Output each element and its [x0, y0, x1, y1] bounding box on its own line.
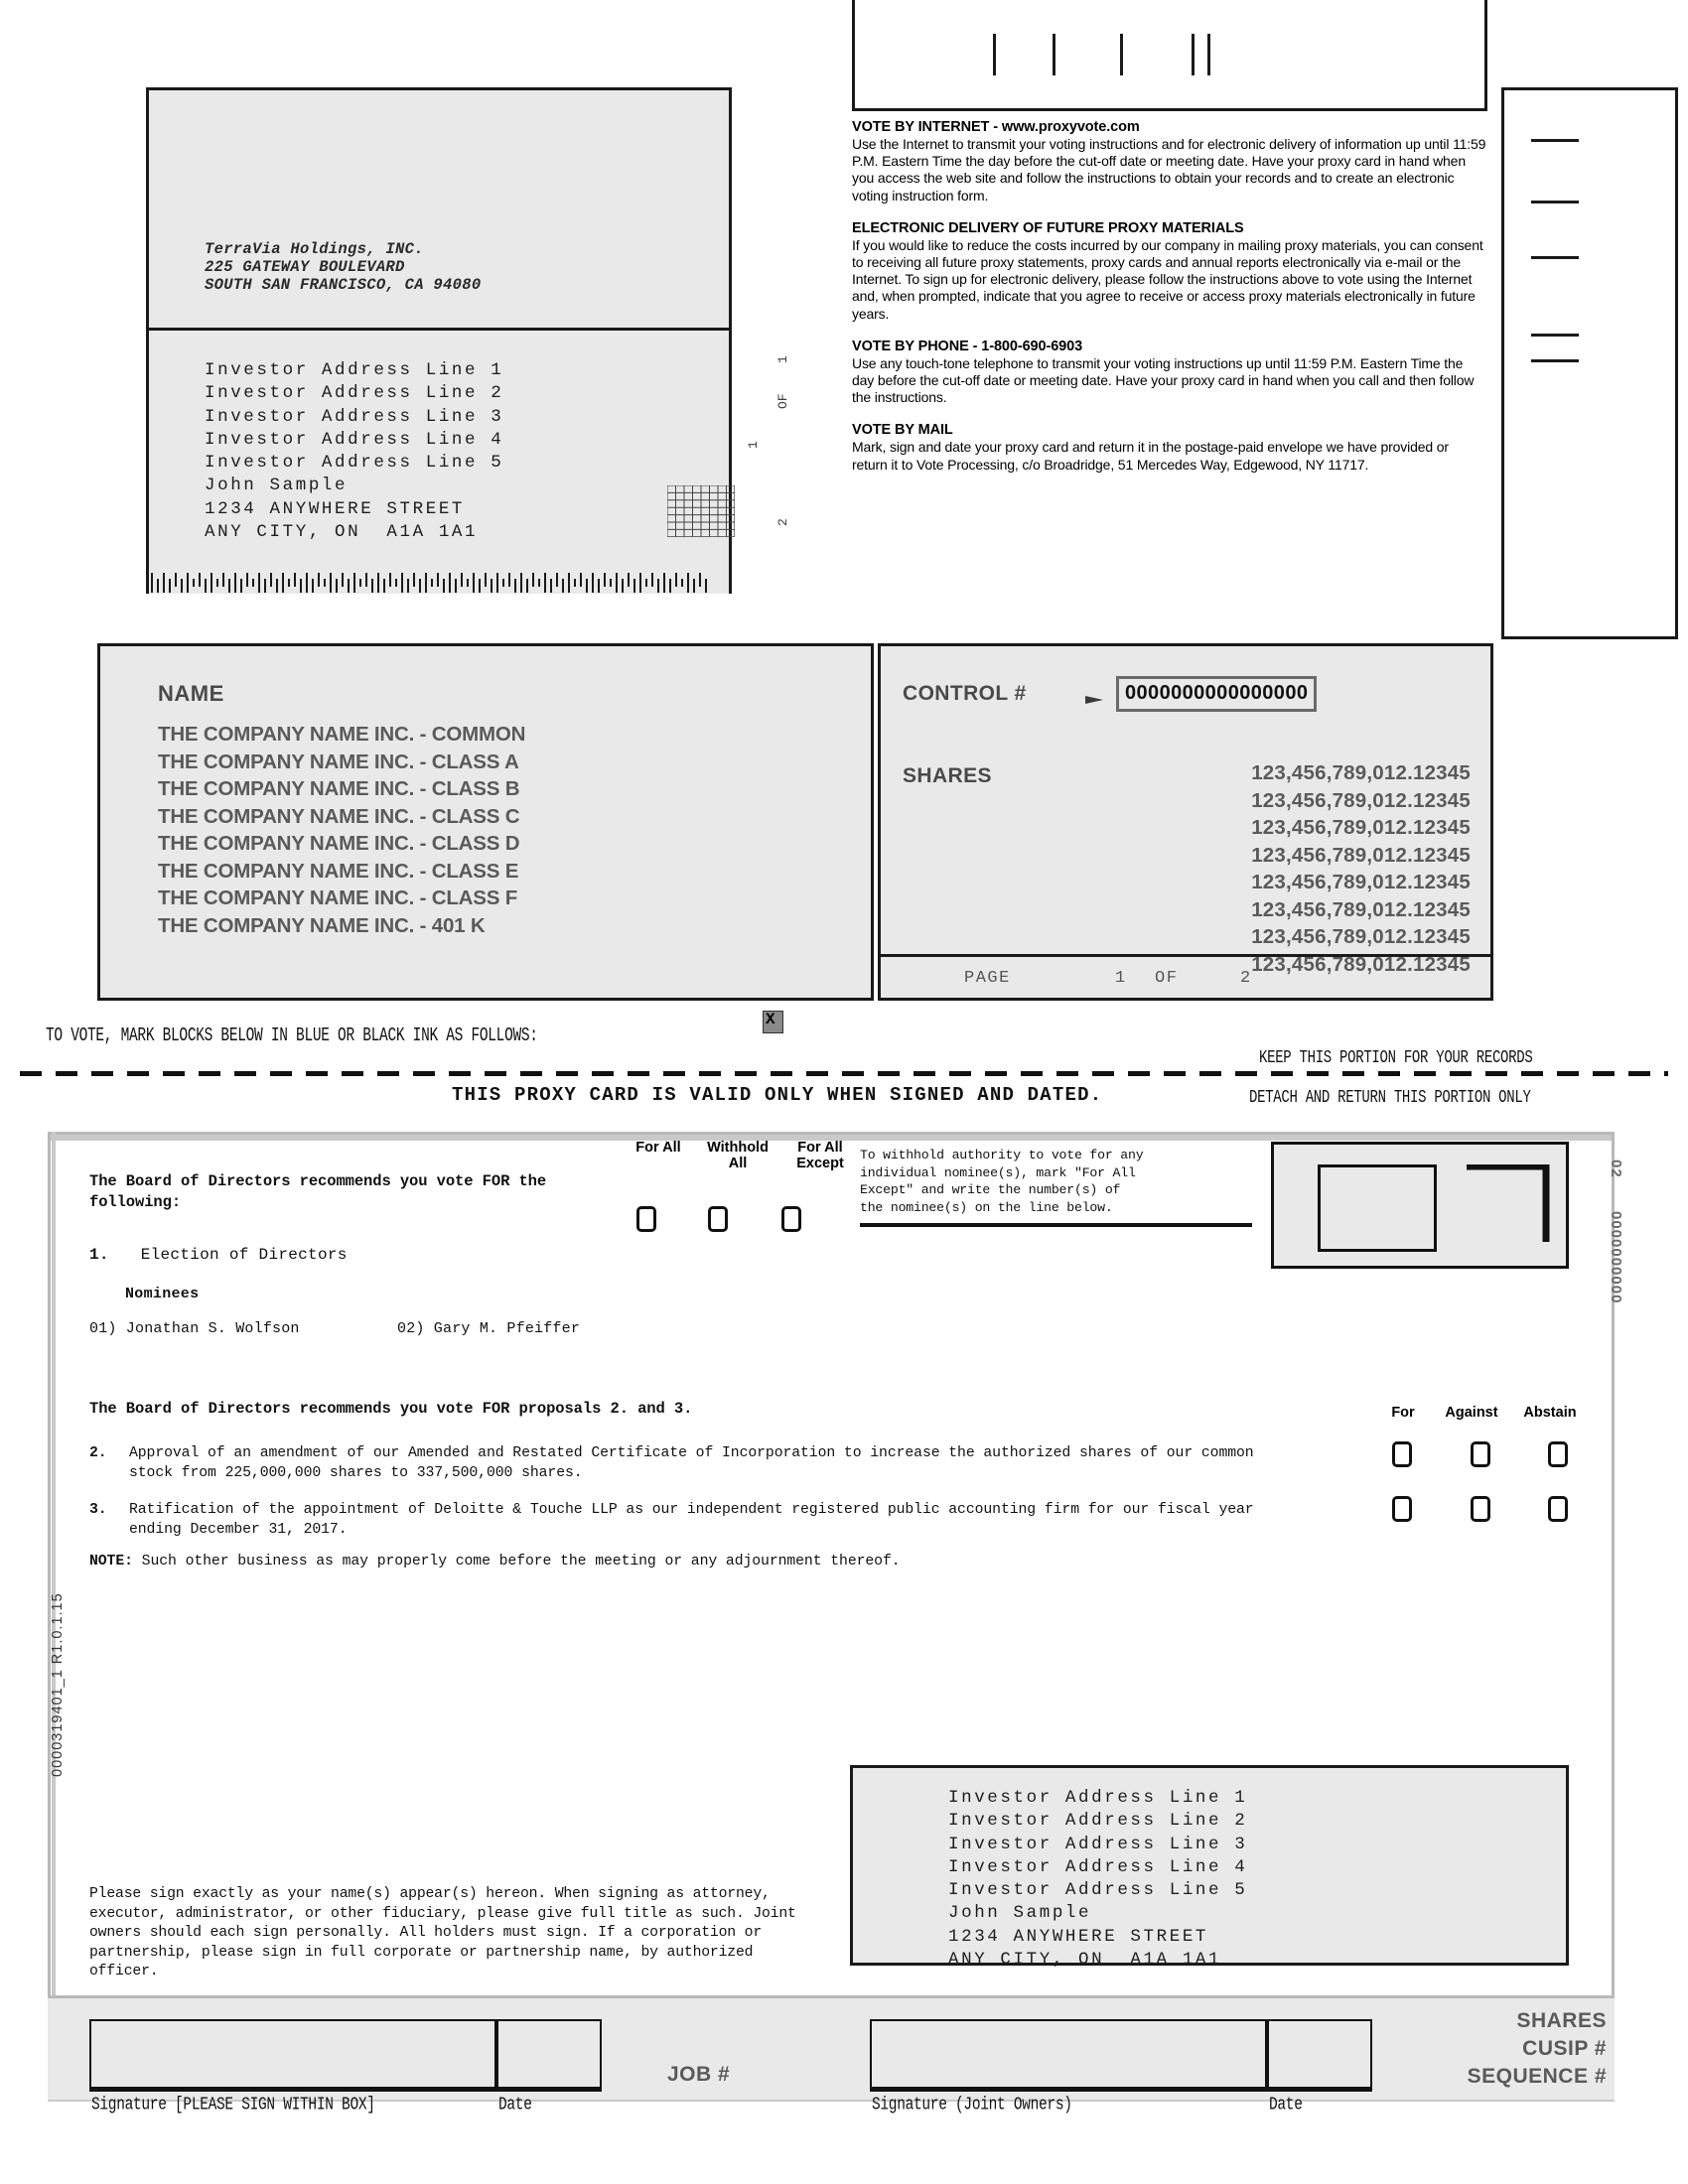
sheet-mark: 2: [775, 518, 790, 526]
signature-instruction-text: Please sign exactly as your name(s) appear(s) hereon. When signing as attorney, executor, administrator, or other fiduciary, please give full title as such. Joint owners should each sign personally. All holders must sign. If a corporation or partnership, please sign in full corporate or partnership name, by authorized officer.: [89, 1886, 796, 1980]
mark-sample-box: [763, 1011, 783, 1033]
investor-address-line: John Sample: [205, 476, 349, 496]
sheet-mark: 1: [746, 441, 761, 449]
proposal-3-text: Ratification of the appointment of Deloitte & Touche LLP as our independent registered public accounting firm for our fiscal year ending December 31, 2017.: [129, 1502, 1254, 1538]
nominee-list: [89, 1320, 784, 1337]
form-code-text: 0000319401_1 R1.0.1.15: [50, 1592, 66, 1777]
investor-address-line: Investor Address Line 2: [205, 383, 504, 404]
instruction-heading-internet: VOTE BY INTERNET - www.proxyvote.com: [852, 119, 1140, 135]
corner-hook-icon: [1463, 1164, 1550, 1244]
signature-field-joint[interactable]: [870, 2019, 1267, 2092]
signature-field-primary[interactable]: [89, 2019, 496, 2092]
checkbox-proposal-3-for[interactable]: [1392, 1496, 1412, 1522]
holding-name-row: THE COMPANY NAME INC. - CLASS A: [158, 750, 519, 773]
card-address-line: Investor Address Line 1: [948, 1788, 1248, 1808]
column-header-against: Against: [1445, 1405, 1498, 1421]
sheet-mark: 1: [775, 355, 790, 363]
other-business-note: [89, 1554, 1231, 1570]
holding-name-row: THE COMPANY NAME INC. - CLASS D: [158, 832, 520, 855]
investor-address-line: ANY CITY, ON A1A 1A1: [205, 522, 479, 543]
instruction-body-edelivery: If you would like to reduce the costs incurred by our company in mailing proxy materials, you can consent to receiving all future proxy statements, proxy cards and annual reports electronically via e-mail or the Internet. To sign up for electronic delivery, please follow the instructions above to vote using the Internet and, when prompted, indicate that you agree to receive or access proxy materials electronically in future years.: [852, 236, 1483, 322]
card-address-line: John Sample: [948, 1903, 1092, 1924]
page-total: 2: [1240, 969, 1252, 988]
nominee-item-01: 01) Jonathan S. Wolfson: [89, 1320, 300, 1337]
holding-name-row: THE COMPANY NAME INC. - 401 K: [158, 913, 486, 937]
registration-inner-square: [1318, 1164, 1437, 1252]
date-field-joint[interactable]: [1267, 2019, 1372, 2092]
shares-value-list: [1153, 759, 1471, 978]
footer-shares-label: SHARES: [1516, 2009, 1607, 2032]
instruction-body-mail: Mark, sign and date your proxy card and return it in the postage-paid envelope we have provided or return it to Vote Processing, c/o Broadridge, 51 Mercedes Way, Edgewood, NY 11717.: [852, 439, 1449, 473]
company-return-address-block: [149, 90, 729, 331]
company-return-line: TerraVia Holdings, INC.: [205, 240, 424, 258]
control-number-box: [1116, 676, 1317, 712]
nominee-exception-write-in-line[interactable]: [860, 1223, 1252, 1227]
proposal-2-row: [89, 1444, 1261, 1483]
card-address-line: Investor Address Line 5: [948, 1880, 1248, 1901]
company-return-line: 225 GATEWAY BOULEVARD: [205, 258, 405, 276]
page-current: 1: [1115, 969, 1127, 988]
holdings-name-list: [158, 721, 525, 939]
nominee-item-02: 02) Gary M. Pfeiffer: [397, 1320, 581, 1337]
column-header-for-all-except: For All Except: [796, 1140, 844, 1171]
holding-name-row: THE COMPANY NAME INC. - CLASS B: [158, 777, 520, 800]
shares-row: 123,456,789,012.12345: [1251, 816, 1471, 839]
arrow-right-icon: [1046, 693, 1103, 707]
shares-row: 123,456,789,012.12345: [1251, 871, 1471, 893]
footer-right-labels: [1408, 2007, 1607, 2091]
investor-address-block: [205, 359, 503, 544]
holding-name-row: THE COMPANY NAME INC. - CLASS E: [158, 859, 519, 883]
postal-grid-icon: [667, 485, 735, 537]
right-tick-marks: [1513, 129, 1662, 477]
mark-blocks-instruction: TO VOTE, MARK BLOCKS BELOW IN BLUE OR BLACK INK AS FOLLOWS:: [46, 1025, 538, 1047]
name-column-header: NAME: [158, 681, 224, 706]
page-indicator-row: [881, 954, 1490, 1002]
proposal-2-number: 2.: [89, 1445, 107, 1461]
card-address-line: Investor Address Line 4: [948, 1856, 1248, 1877]
control-number-value: 0000000000000000: [1125, 682, 1309, 704]
control-number-label: CONTROL #: [903, 682, 1027, 705]
investor-address-line: Investor Address Line 3: [205, 406, 504, 427]
checkbox-proposal-2-abstain[interactable]: [1548, 1441, 1568, 1467]
investor-address-line: Investor Address Line 5: [205, 453, 504, 474]
column-header-for-all: For All: [635, 1140, 681, 1156]
investor-address-line: Investor Address Line 4: [205, 429, 504, 450]
shares-row: 123,456,789,012.12345: [1251, 952, 1471, 976]
signature-label-primary: Signature [PLEASE SIGN WITHIN BOX]: [91, 2095, 375, 2116]
instruction-heading-phone: VOTE BY PHONE - 1-800-690-6903: [852, 338, 1083, 354]
instruction-heading-edelivery: ELECTRONIC DELIVERY OF FUTURE PROXY MATERIALS: [852, 219, 1244, 236]
card-address-line: ANY CITY, ON A1A 1A1: [948, 1950, 1222, 1971]
footer-sequence-label: SEQUENCE #: [1467, 2065, 1607, 2088]
proposal-1-label: Election of Directors: [140, 1246, 348, 1264]
shares-row: 123,456,789,012.12345: [1251, 843, 1471, 867]
holding-name-row: THE COMPANY NAME INC. - CLASS C: [158, 804, 520, 828]
job-number-label: JOB #: [667, 2063, 731, 2086]
shares-label: SHARES: [903, 764, 992, 787]
intelligent-mail-barcode: [151, 571, 707, 595]
page-label: PAGE: [964, 969, 1011, 988]
sheet-mark: OF: [775, 393, 790, 409]
shares-row: 123,456,789,012.12345: [1251, 761, 1471, 784]
date-label-primary: Date: [498, 2095, 532, 2116]
card-address-line: 1234 ANYWHERE STREET: [948, 1926, 1209, 1947]
signature-label-joint: Signature (Joint Owners): [872, 2095, 1072, 2116]
proxy-valid-notice: THIS PROXY CARD IS VALID ONLY WHEN SIGNED AND DATED.: [452, 1084, 1103, 1106]
investor-address-line: 1234 ANYWHERE STREET: [205, 498, 466, 519]
vertical-code-number: 0000000000: [1608, 1211, 1624, 1304]
checkbox-for-all-except[interactable]: [781, 1206, 801, 1232]
column-header-abstain: Abstain: [1523, 1405, 1577, 1421]
checkbox-for-all[interactable]: [636, 1206, 656, 1232]
voting-instructions: [852, 119, 1487, 489]
registration-tick-marks: [993, 34, 1311, 75]
checkbox-proposal-2-for[interactable]: [1392, 1441, 1412, 1467]
proposal-2-text: Approval of an amendment of our Amended and Restated Certificate of Incorporation to increase the authorized shares of our common stock from 225,000,000 shares to 337,500,000 shares.: [129, 1445, 1254, 1481]
footer-cusip-label: CUSIP #: [1522, 2037, 1607, 2060]
note-prefix: NOTE:: [89, 1554, 133, 1570]
shares-row: 123,456,789,012.12345: [1251, 788, 1471, 812]
card-investor-address-block: [850, 1765, 1569, 1971]
left-vertical-form-code: [22, 1592, 66, 2105]
proposal-1-number: 1.: [89, 1246, 109, 1264]
instruction-body-internet: Use the Internet to transmit your voting instructions and for electronic delivery of information up until 11:59 P.M. Eastern Time the day before the cut-off date or meeting date. Have your proxy card in hand when you access the web site and follow the instructions to obtain your records and to create an electronic voting instruction form.: [852, 136, 1486, 204]
instruction-body-phone: Use any touch-tone telephone to transmit your voting instructions up until 11:59 P.M. Eastern Time the day before the cut-off date or meeting date. Have your proxy card in hand when you call and then follow the instructions.: [852, 354, 1475, 406]
company-return-line: SOUTH SAN FRANCISCO, CA 94080: [205, 276, 482, 294]
instruction-heading-mail: VOTE BY MAIL: [852, 422, 953, 439]
holding-name-row: THE COMPANY NAME INC. - CLASS F: [158, 887, 518, 909]
card-address-line: Investor Address Line 3: [948, 1834, 1248, 1854]
proposal-3-row: [89, 1501, 1261, 1540]
investor-address-window: [149, 334, 729, 594]
sheet-sequence-marks: [732, 328, 793, 546]
holdings-name-panel: [97, 643, 874, 1001]
date-field-primary[interactable]: [496, 2019, 602, 2092]
keep-portion-note: KEEP THIS PORTION FOR YOUR RECORDS: [1259, 1047, 1533, 1069]
nominees-heading: Nominees: [125, 1286, 200, 1302]
note-text: Such other business as may properly come before the meeting or any adjournment thereof.: [132, 1554, 901, 1570]
investor-address-line: Investor Address Line 1: [205, 360, 504, 380]
board-recommendation-directors: The Board of Directors recommends you vote FOR the following:: [89, 1172, 547, 1211]
withhold-authority-note: To withhold authority to vote for any individual nominee(s), mark "For All Except" and write the number(s) of the nominee(s) on the line below.: [860, 1148, 1144, 1215]
vertical-code-sequence: 02: [1608, 1160, 1624, 1178]
detach-portion-note: DETACH AND RETURN THIS PORTION ONLY: [1249, 1087, 1531, 1109]
proposal-3-number: 3.: [89, 1502, 107, 1518]
checkbox-proposal-3-against[interactable]: [1471, 1496, 1490, 1522]
proposal-1-row: [89, 1246, 348, 1264]
shares-row: 123,456,789,012.12345: [1251, 925, 1471, 948]
page-of-label: OF: [1155, 969, 1179, 988]
shares-row: 123,456,789,012.12345: [1251, 897, 1471, 921]
column-header-for: For: [1391, 1405, 1415, 1421]
control-and-shares-panel: [878, 643, 1493, 1001]
date-label-joint: Date: [1269, 2095, 1303, 2116]
checkbox-proposal-2-against[interactable]: [1471, 1441, 1490, 1467]
checkbox-proposal-3-abstain[interactable]: [1548, 1496, 1568, 1522]
holding-name-row: THE COMPANY NAME INC. - COMMON: [158, 723, 526, 746]
right-vertical-codes: [1608, 1160, 1664, 1437]
mark-sample-x: X: [766, 1011, 775, 1028]
top-right-signature-registration-box: [1271, 1142, 1569, 1269]
card-address-line: Investor Address Line 2: [948, 1811, 1248, 1832]
column-header-withhold-all: Withhold All: [707, 1140, 769, 1171]
checkbox-withhold-all[interactable]: [708, 1206, 728, 1232]
detach-dashed-line: [20, 1071, 1668, 1076]
board-recommendation-proposals: The Board of Directors recommends you vote FOR proposals 2. and 3.: [89, 1400, 693, 1418]
